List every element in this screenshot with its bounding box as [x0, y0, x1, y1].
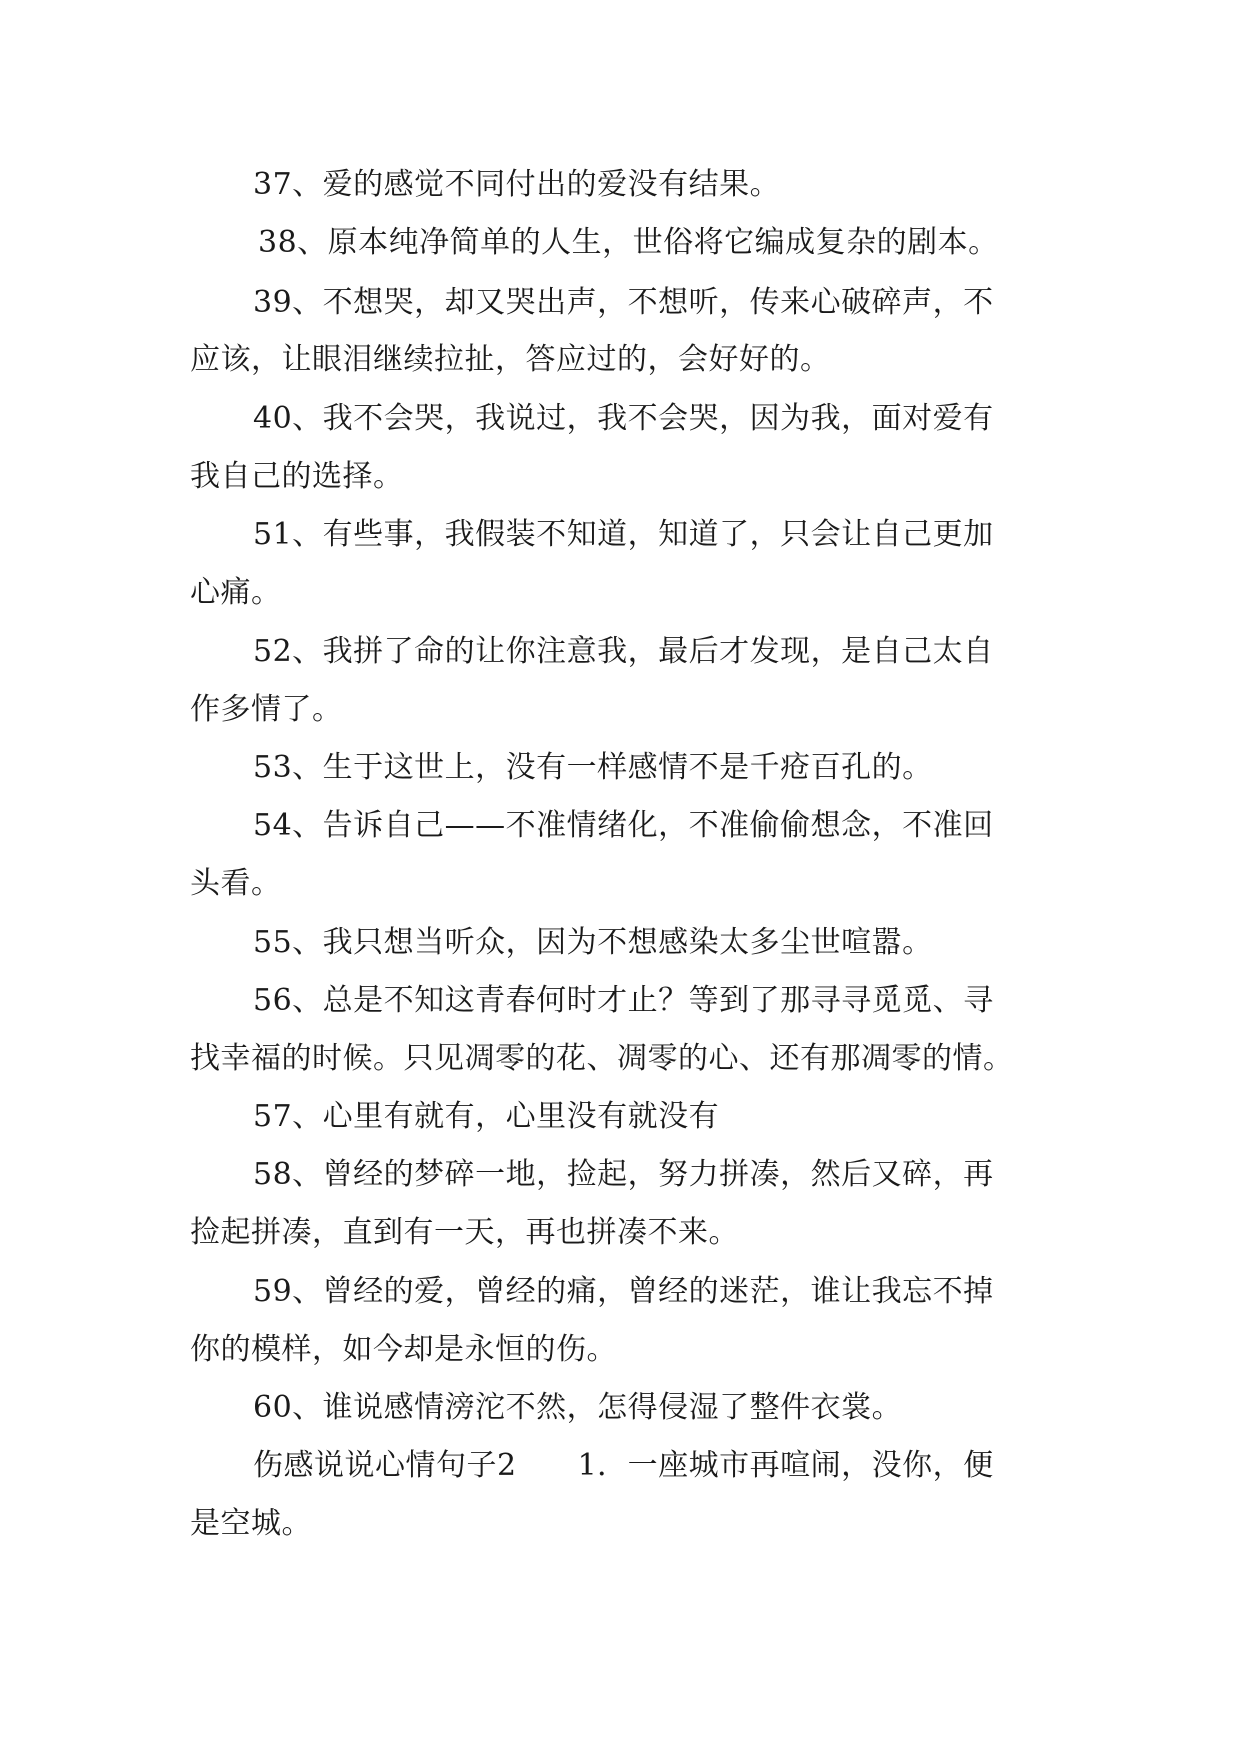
text-line: 我自己的选择。: [190, 459, 404, 494]
text-line: 头看。: [190, 866, 282, 901]
text-line: 55、我只想当听众，因为不想感染太多尘世喧嚣。: [253, 925, 933, 960]
text-line: 心痛。: [190, 575, 282, 610]
text-line: 56、总是不知这青春何时才止？等到了那寻寻觅觅、寻: [253, 983, 994, 1018]
text-line: 38、原本纯净简单的人生，世俗将它编成复杂的剧本。: [258, 225, 999, 260]
text-line: 40、我不会哭，我说过，我不会哭，因为我，面对爱有: [253, 401, 994, 436]
text-line: 59、曾经的爱，曾经的痛，曾经的迷茫，谁让我忘不掉: [253, 1274, 994, 1309]
text-line: 捡起拼凑，直到有一天，再也拼凑不来。: [190, 1215, 739, 1250]
text-line: 57、心里有就有，心里没有就没有: [253, 1099, 720, 1134]
text-line: 53、生于这世上，没有一样感情不是千疮百孔的。: [253, 750, 933, 785]
text-line: 找幸福的时候。只见凋零的花、凋零的心、还有那凋零的情。: [190, 1041, 1014, 1076]
text-line: 52、我拼了命的让你注意我，最后才发现，是自己太自: [253, 634, 994, 669]
text-line: 39、不想哭，却又哭出声，不想听，传来心破碎声，不: [253, 285, 994, 320]
text-line: 作多情了。: [190, 692, 343, 727]
section-heading-line: 伤感说说心情句子2 1．一座城市再喧闹，没你，便: [253, 1448, 994, 1483]
text-line: 51、有些事，我假装不知道，知道了，只会让自己更加: [253, 517, 994, 552]
text-line: 是空城。: [190, 1506, 312, 1541]
text-line: 37、爱的感觉不同付出的爱没有结果。: [253, 167, 781, 202]
text-line: 应该，让眼泪继续拉扯，答应过的，会好好的。: [190, 342, 831, 377]
text-line: 60、谁说感情滂沱不然，怎得侵湿了整件衣裳。: [253, 1390, 903, 1425]
text-line: 58、曾经的梦碎一地，捡起，努力拼凑，然后又碎，再: [253, 1157, 994, 1192]
text-line: 你的模样，如今却是永恒的伤。: [190, 1332, 617, 1367]
text-line: 54、告诉自己——不准情绪化，不准偷偷想念，不准回: [253, 808, 994, 843]
